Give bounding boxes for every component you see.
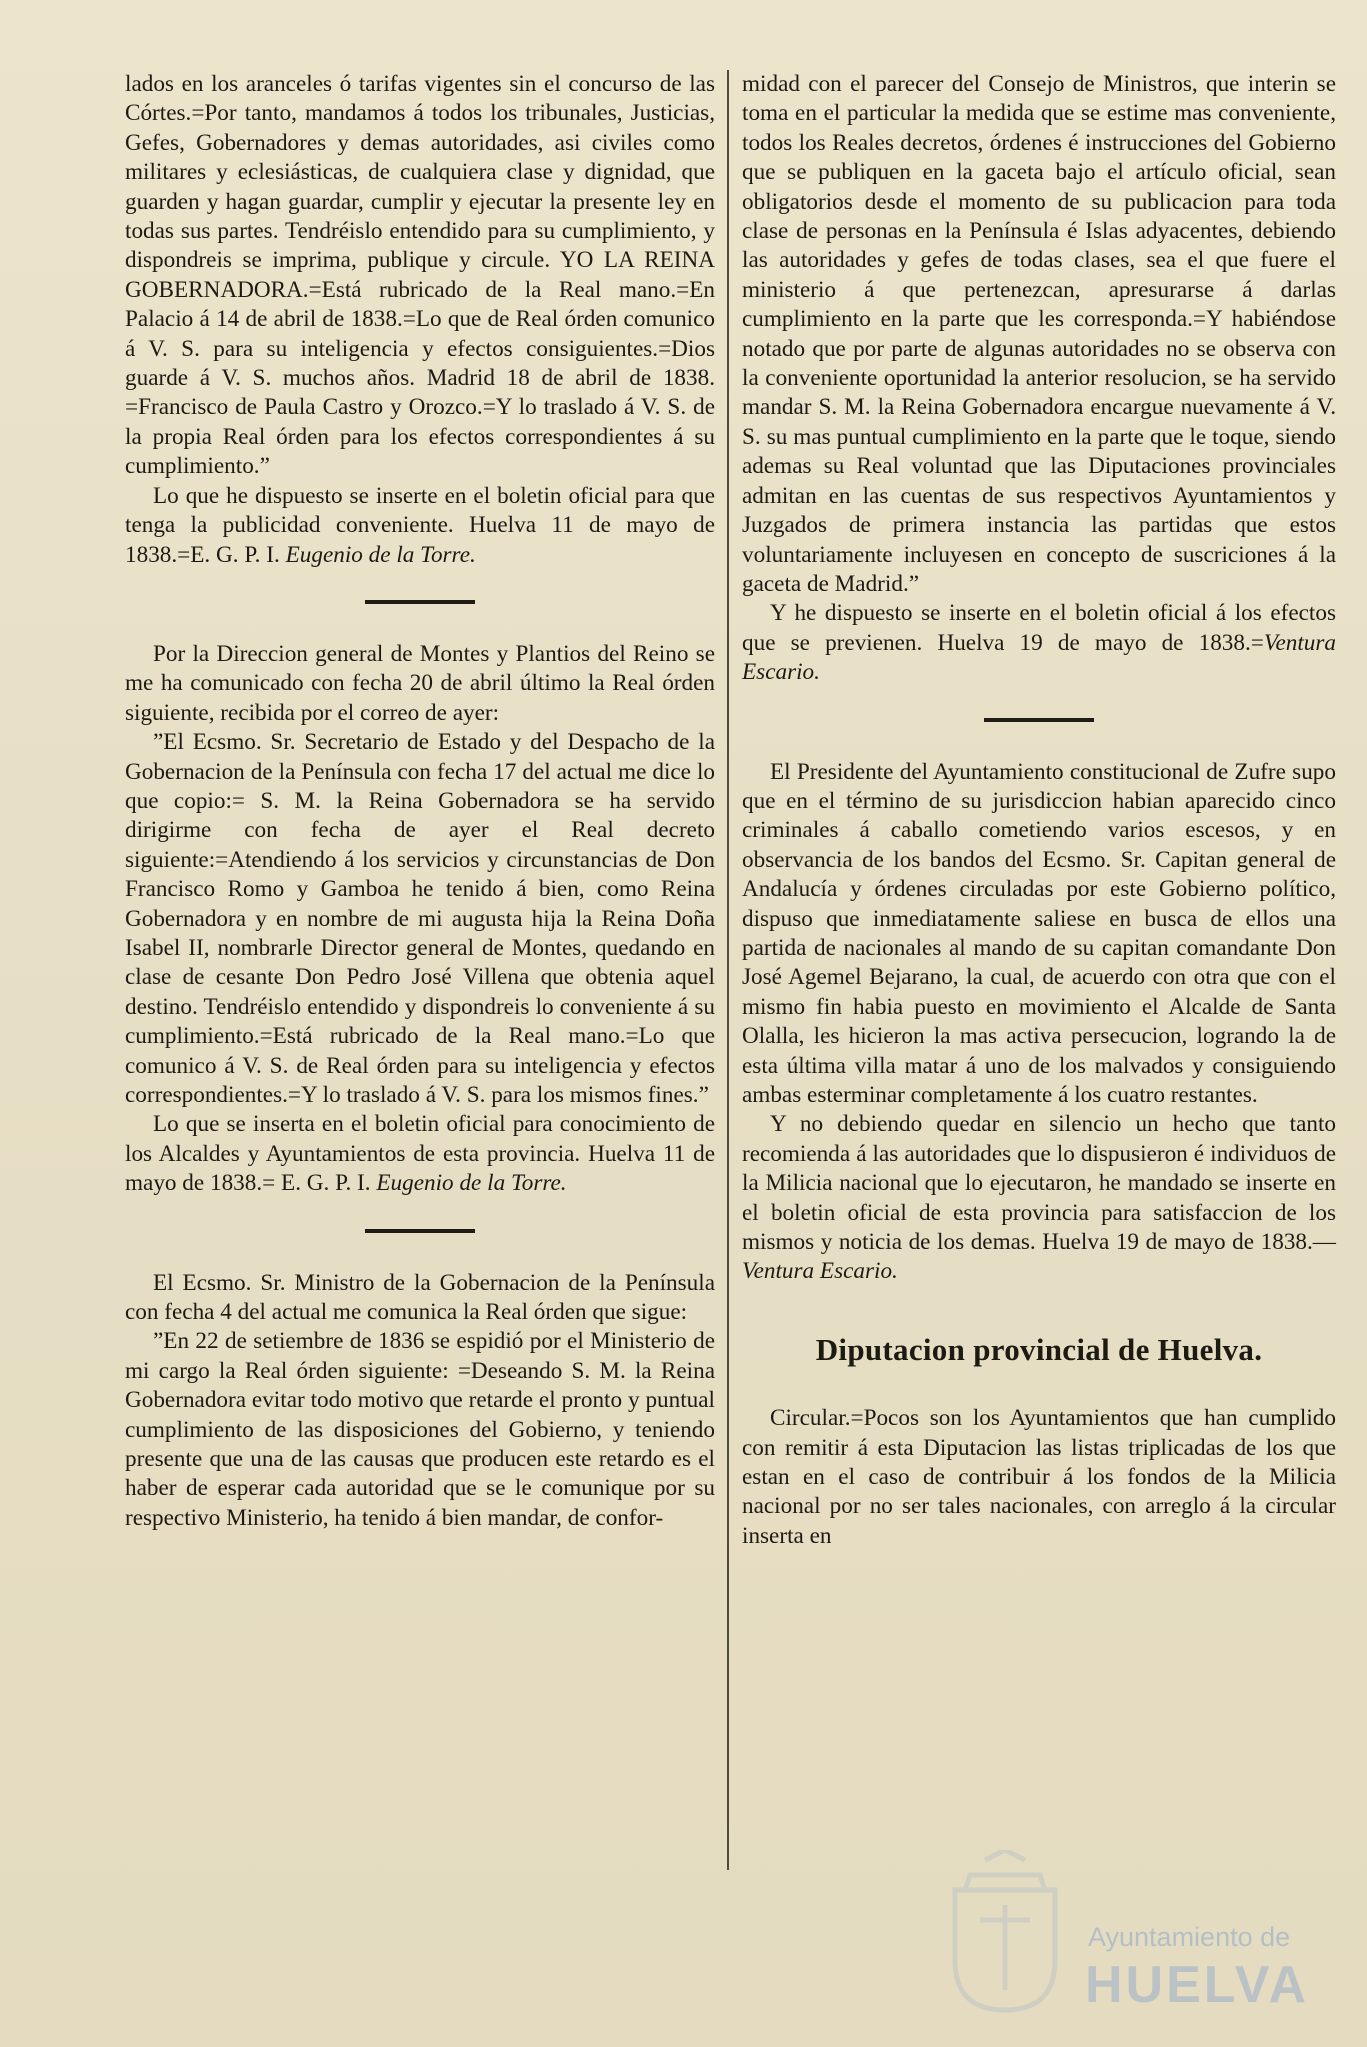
signature: Ventura Escario. [742,629,1336,686]
left-paragraph-4: ”El Ecsmo. Sr. Secretario de Estado y del Despacho de la Gobernacion de la Península con fecha 17 del actual me dice lo que copio:= S. M. la Reina Gobernadora se ha servido dirigirme con fecha de ayer el Real decreto siguiente:=Atendiendo á los servicios y circunstancias de Don Francisco Romo y Gamboa he tenido á bien, como Reina Gobernadora y en nombre de mi augusta hija la Reina Doña Isabel II, nombrarle Director general de Montes, quedando en clase de cesante Don Pedro José Villena que obtenia aquel destino. Tendréislo entendido y dispondreis lo conveniente á su cumplimiento.=Está rubricado de la Real mano.=Lo que comunico á V. S. de Real órden para su inteligencia y efectos correspondientes.=Y lo traslado á V. S. para los mismos fines.” [125,729,715,1108]
left-paragraph-7: ”En 22 de setiembre de 1836 se espidió por el Ministerio de mi cargo la Real órden siguiente: =Deseando S. M. la Reina Gobernadora evitar todo motivo que retarde el pronto y puntual cumplimiento de las disposiciones del Gobierno, y teniendo presente que una de las causas que producen este retardo es el haber de esperar cada autoridad que se le comunique por su respectivo Ministerio, ha tenido á bien mandar, de confor- [125,1328,715,1531]
section-divider-rule [365,1229,475,1233]
watermark-line-2: HUELVA [1085,1956,1310,2014]
left-paragraph-2 [125,482,715,570]
right-paragraph-4 [742,1110,1336,1286]
section-divider-rule [365,600,475,604]
left-paragraph-3: Por la Direccion general de Montes y Plantios del Reino se me ha comunicado con fecha 20 de abril último la Real órden siguiente, recibida por el correo de ayer: [125,640,715,726]
section-divider-rule [984,718,1094,722]
right-paragraph-5: Circular.=Pocos son los Ayuntamientos que han cumplido con remitir á esta Diputacion las listas triplicadas de los que estan en el caso de contribuir á los fondos de la Milicia nacional por no ser tales nacionales, con arreglo á la circular inserta en [742,1405,1336,1549]
signature: Eugenio de la Torre. [285,541,476,568]
right-paragraph-2-text: Y he dispuesto se inserte en el boletin oficial á los efectos que se previenen. Huelva 19 de mayo de 1838.= [742,600,1336,656]
left-column [125,70,715,1533]
right-column [742,70,1336,1551]
left-paragraph-2-text: Lo que he dispuesto se inserte en el boletin oficial para que tenga la publicidad conveniente. Huelva 11 de mayo de 1838.=E. G. P. I. [125,482,715,568]
signature: Ventura Escario. [742,1258,898,1285]
left-paragraph-5 [125,1110,715,1198]
right-paragraph-4-text: Y no debiendo quedar en silencio un hecho que tanto recomienda á las autoridades que lo dispusieron é individuos de la Milicia nacional que lo ejecutaron, he mandado se inserte en el boletin oficial de esta provincia para satisfaccion de los mismos y noticia de los demas. Huelva 19 de mayo de 1838.— [742,1111,1336,1256]
signature: Eugenio de la Torre. [376,1170,567,1197]
column-divider [727,70,729,1870]
section-title: Diputacion provincial de Huelva. [815,1331,1263,1367]
left-paragraph-6: El Ecsmo. Sr. Ministro de la Gobernacion de la Península con fecha 4 del actual me comunica la Real órden que sigue: [125,1269,715,1326]
right-paragraph-3: El Presidente del Ayuntamiento constitucional de Zufre supo que en el término de su jurisdiccion habian aparecido cinco criminales á caballo cometiendo varios escesos, y en observancia de los bandos del Ecsmo. Sr. Capitan general de Andalucía y órdenes circuladas por este Gobierno político, dispuso que inmediatamente saliese en busca de ellos una partida de nacionales al mando de su capitan comandante Don José Agemel Bejarano, la cual, de acuerdo con otra que con el mismo fin habia puesto en movimiento el Alcalde de Santa Olalla, les hicieron la mas activa persecucion, logrando la de esta última villa matar á uno de los malvados y consiguiendo ambas esterminar completamente á los cuatro restantes. [742,758,1336,1108]
watermark-line-1: Ayuntamiento de [1088,1922,1291,1952]
left-paragraph-5-text: Lo que se inserta en el boletin oficial para conocimiento de los Alcaldes y Ayuntamientos de esta provincia. Huelva 11 de mayo de 1838.= E. G. P. I. [125,1111,715,1197]
left-paragraph-1: lados en los aranceles ó tarifas vigentes sin el concurso de las Córtes.=Por tanto, mandamos á todos los tribunales, Justicias, Gefes, Gobernadores y demas autoridades, asi civiles como militares y eclesiásticas, de cualquiera clase y dignidad, que guarden y hagan guardar, cumplir y ejecutar la presente ley en todas sus partes. Tendréislo entendido para su cumplimiento, y dispondreis se imprima, publique y circule. YO LA REINA GOBERNADORA.=Está rubricado de la Real mano.=En Palacio á 14 de abril de 1838.=Lo que de Real órden comunico á V. S. para su inteligencia y efectos consiguientes.=Dios guarde á V. S. muchos años. Madrid 18 de abril de 1838. =Francisco de Paula Castro y Orozco.=Y lo traslado á V. S. de la propia Real órden para los efectos correspondientes á su cumplimiento.” [125,71,715,480]
right-paragraph-1: midad con el parecer del Consejo de Ministros, que interin se toma en el particular la medida que se estime mas conveniente, todos los Reales decretos, órdenes é instrucciones del Gobierno que se publiquen en la gaceta bajo el artículo oficial, sean obligatorios desde el momento de su publicacion para toda clase de personas en la Península é Islas adyacentes, debiendo las autoridades y gefes de todas clases, sea el que fuere el ministerio á que pertenezcan, apresurarse á darlas cumplimiento en la parte que les corresponda.=Y habiéndose notado que por parte de algunas autoridades no se observa con la conveniente oportunidad la anterior resolucion, se ha servido mandar S. M. la Reina Gobernadora encargue nuevamente á V. S. su mas puntual cumplimiento en la parte que le toque, siendo ademas su Real voluntad que las Diputaciones provinciales admitan en las cuentas de sus respectivos Ayuntamientos y Juzgados de primera instancia las partidas que estos voluntariamente incluyesen en concepto de suscriciones á la gaceta de Madrid.” [742,71,1336,597]
right-paragraph-2 [742,599,1336,687]
